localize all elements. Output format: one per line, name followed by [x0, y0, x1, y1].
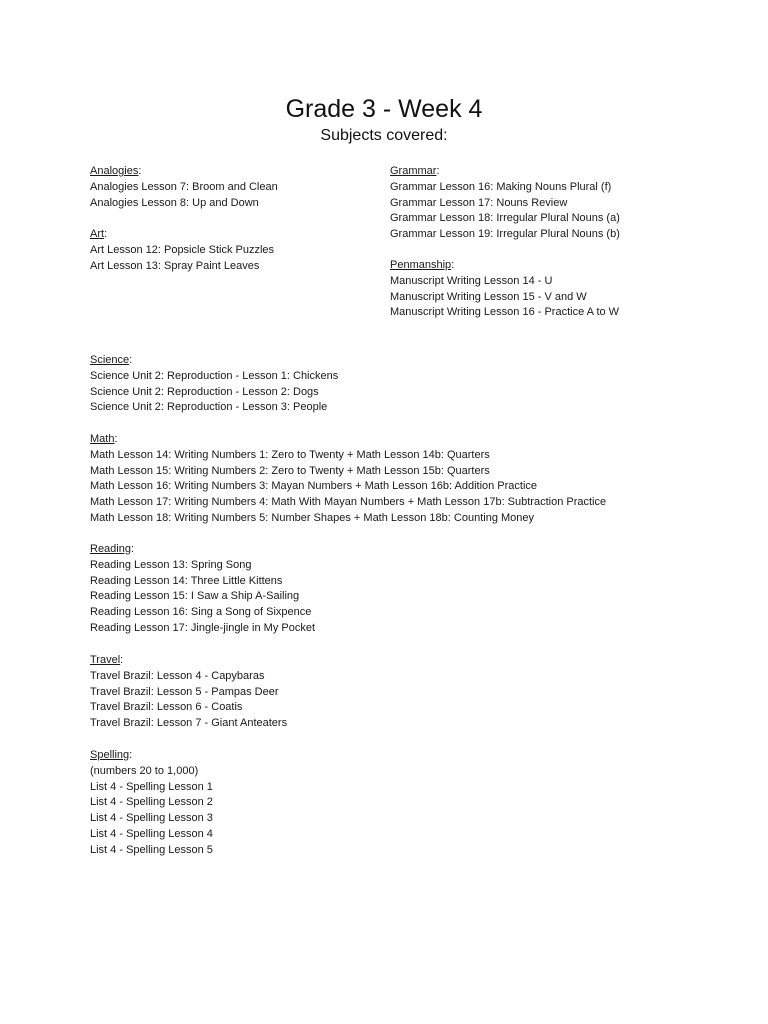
list-item: Grammar Lesson 18: Irregular Plural Nouns (a) — [390, 212, 620, 225]
list-item: List 4 - Spelling Lesson 5 — [90, 843, 213, 856]
list-item: Reading Lesson 17: Jingle-jingle in My Pocket — [90, 621, 316, 634]
section-grammar — [390, 164, 620, 243]
list-item: Travel Brazil: Lesson 5 - Pampas Deer — [90, 685, 279, 698]
section-math — [90, 432, 606, 527]
list-item: Math Lesson 17: Writing Numbers 4: Math With Mayan Numbers + Math Lesson 17b: Subtraction Practice — [90, 496, 607, 509]
list-item: Reading Lesson 13: Spring Song — [90, 558, 252, 571]
list-item: Reading Lesson 15: I Saw a Ship A-Sailing — [90, 590, 300, 603]
section-heading: Penmanship: — [390, 259, 455, 271]
list-item: Reading Lesson 16: Sing a Song of Sixpence — [90, 606, 312, 619]
section-heading: Grammar: — [390, 165, 440, 177]
list-item: Grammar Lesson 16: Making Nouns Plural (f) — [390, 180, 612, 193]
list-item: Manuscript Writing Lesson 14 - U — [390, 274, 553, 287]
list-item: Art Lesson 12: Popsicle Stick Puzzles — [90, 243, 275, 256]
section-science — [90, 353, 338, 416]
list-item: Travel Brazil: Lesson 7 - Giant Anteaters — [90, 717, 288, 730]
section-heading: Science: — [90, 354, 133, 366]
list-item: Manuscript Writing Lesson 15 - V and W — [390, 290, 587, 303]
list-item: Art Lesson 13: Spray Paint Leaves — [90, 259, 260, 272]
section-heading: Travel: — [90, 654, 124, 666]
list-item: Reading Lesson 14: Three Little Kittens — [90, 574, 283, 587]
page-title: Grade 3 - Week 4 — [285, 95, 483, 123]
list-item: Grammar Lesson 17: Nouns Review — [390, 196, 568, 209]
list-item: Analogies Lesson 8: Up and Down — [90, 196, 259, 209]
section-heading: Spelling: — [90, 749, 133, 761]
list-item: Science Unit 2: Reproduction - Lesson 2: Dogs — [90, 385, 319, 398]
list-item: Travel Brazil: Lesson 6 - Coatis — [90, 701, 243, 714]
list-item: Math Lesson 18: Writing Numbers 5: Number Shapes + Math Lesson 18b: Counting Money — [90, 511, 535, 524]
section-travel — [90, 653, 287, 732]
list-item: Manuscript Writing Lesson 16 - Practice A to W — [390, 306, 620, 319]
list-item: Analogies Lesson 7: Broom and Clean — [90, 180, 278, 193]
section-spelling — [90, 748, 213, 859]
list-item: List 4 - Spelling Lesson 2 — [90, 796, 213, 809]
page-subtitle: Subjects covered: — [320, 127, 448, 144]
section-art — [90, 227, 274, 274]
list-item: Science Unit 2: Reproduction - Lesson 3: People — [90, 401, 328, 414]
list-item: List 4 - Spelling Lesson 4 — [90, 827, 213, 840]
section-heading: Analogies: — [90, 165, 142, 177]
list-item: Science Unit 2: Reproduction - Lesson 1: Chickens — [90, 369, 339, 382]
list-item: Travel Brazil: Lesson 4 - Capybaras — [90, 669, 265, 682]
section-heading: Art: — [90, 228, 108, 240]
list-item: Math Lesson 14: Writing Numbers 1: Zero to Twenty + Math Lesson 14b: Quarters — [90, 448, 490, 461]
section-reading — [90, 542, 315, 637]
section-heading: Math: — [90, 433, 118, 445]
list-item: (numbers 20 to 1,000) — [90, 764, 199, 777]
section-heading: Reading: — [90, 543, 135, 555]
list-item: Math Lesson 15: Writing Numbers 2: Zero to Twenty + Math Lesson 15b: Quarters — [90, 464, 490, 477]
list-item: List 4 - Spelling Lesson 3 — [90, 812, 213, 825]
section-analogies — [90, 164, 278, 211]
list-item: List 4 - Spelling Lesson 1 — [90, 780, 213, 793]
list-item: Grammar Lesson 19: Irregular Plural Nouns (b) — [390, 228, 620, 241]
section-penmanship — [390, 258, 619, 321]
list-item: Math Lesson 16: Writing Numbers 3: Mayan Numbers + Math Lesson 16b: Addition Practice — [90, 480, 538, 493]
